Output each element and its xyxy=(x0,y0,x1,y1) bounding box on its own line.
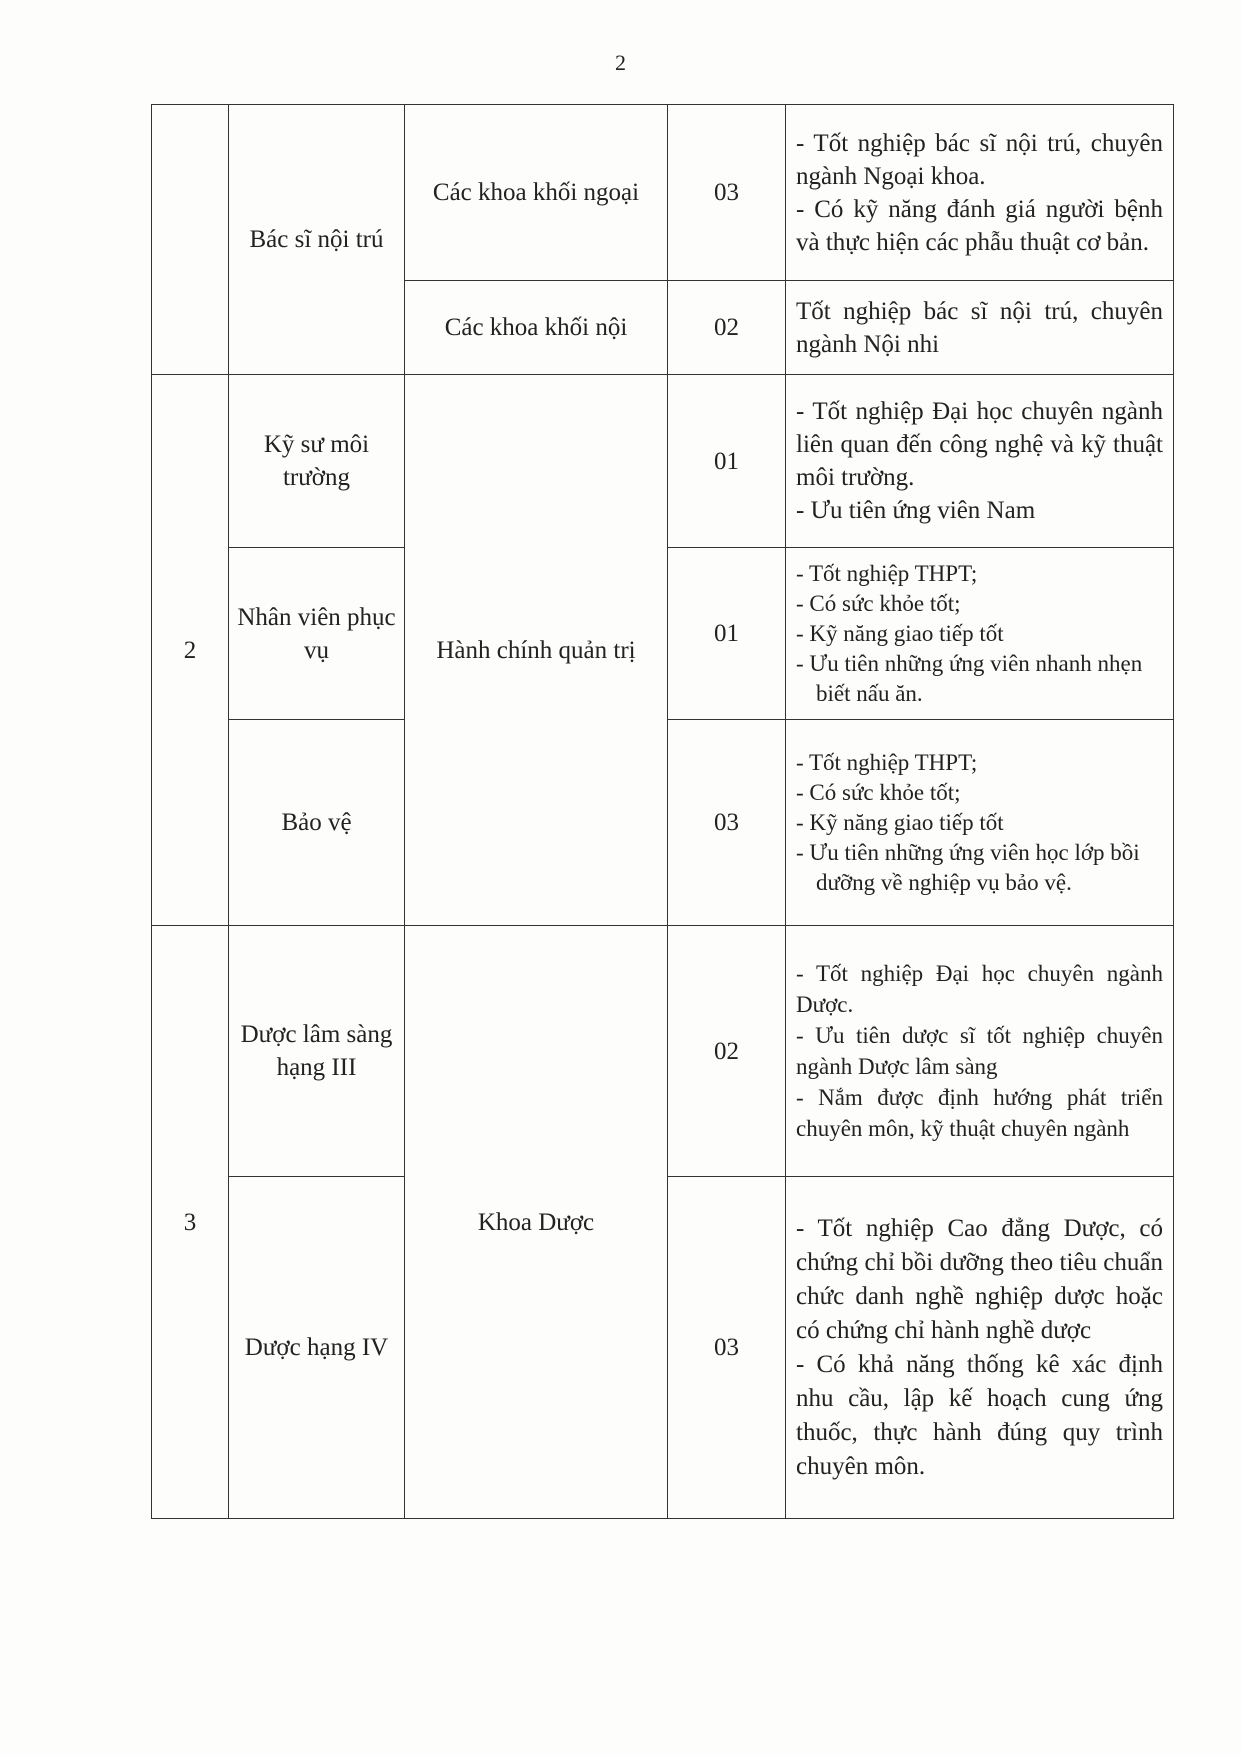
quantity-cell: 01 xyxy=(668,548,786,720)
table-row xyxy=(152,926,1174,1177)
department-cell: Khoa Dược xyxy=(405,926,668,1519)
requirement-line: - Ưu tiên dược sĩ tốt nghiệp chuyên ngành Dược lâm sàng xyxy=(796,1023,1163,1079)
position-cell: Nhân viên phục vụ xyxy=(229,548,405,720)
position-cell: Bác sĩ nội trú xyxy=(229,105,405,375)
quantity-cell: 03 xyxy=(668,720,786,926)
stt-cell: 3 xyxy=(152,926,229,1519)
quantity-cell: 02 xyxy=(668,281,786,375)
table-row xyxy=(152,375,1174,548)
requirements-cell xyxy=(786,1177,1174,1519)
requirement-line: - Có sức khỏe tốt; xyxy=(796,590,961,616)
table-row xyxy=(152,105,1174,281)
position-cell: Bảo vệ xyxy=(229,720,405,926)
requirement-line: - Có kỹ năng đánh giá người bệnh và thực hiện các phẫu thuật cơ bản. xyxy=(796,195,1163,256)
requirement-line: - Tốt nghiệp Cao đẳng Dược, có chứng chỉ bồi dưỡng theo tiêu chuẩn chức danh nghề nghiệp dược hoặc có chứng chỉ hành nghề dược xyxy=(796,1214,1163,1344)
requirements-cell xyxy=(786,105,1174,281)
requirements-cell xyxy=(786,926,1174,1177)
quantity-cell: 01 xyxy=(668,375,786,548)
requirement-line: - Ưu tiên những ứng viên nhanh nhẹn biết nấu ăn. xyxy=(796,650,1143,706)
requirements-cell xyxy=(786,375,1174,548)
requirements-cell xyxy=(786,548,1174,720)
requirement-line: - Kỹ năng giao tiếp tốt xyxy=(796,620,1004,646)
requirement-line: - Có sức khỏe tốt; xyxy=(796,779,961,805)
quantity-cell: 03 xyxy=(668,105,786,281)
quantity-cell: 03 xyxy=(668,1177,786,1519)
quantity-cell: 02 xyxy=(668,926,786,1177)
requirement-line: - Ưu tiên những ứng viên học lớp bồi dưỡng về nghiệp vụ bảo vệ. xyxy=(796,839,1140,895)
requirement-line: - Tốt nghiệp bác sĩ nội trú, chuyên ngành Ngoại khoa. xyxy=(796,129,1163,190)
stt-cell xyxy=(152,105,229,375)
requirements-cell xyxy=(786,281,1174,375)
requirement-line: - Ưu tiên ứng viên Nam xyxy=(796,497,1036,524)
requirement-line: - Tốt nghiệp Đại học chuyên ngành Dược. xyxy=(796,961,1163,1017)
requirement-line: - Tốt nghiệp THPT; xyxy=(796,749,978,775)
stt-cell: 2 xyxy=(152,375,229,926)
requirement-line: - Có khả năng thống kê xác định nhu cầu, lập kế hoạch cung ứng thuốc, thực hành đúng quy trình chuyên môn. xyxy=(796,1350,1163,1480)
requirement-line: - Tốt nghiệp Đại học chuyên ngành liên quan đến công nghệ và kỹ thuật môi trường. xyxy=(796,398,1163,491)
position-cell: Dược lâm sàng hạng III xyxy=(229,926,405,1177)
department-cell: Các khoa khối ngoại xyxy=(405,105,668,281)
requirement-line: Tốt nghiệp bác sĩ nội trú, chuyên ngành Nội nhi xyxy=(796,297,1163,358)
position-cell: Kỹ sư môi trường xyxy=(229,375,405,548)
requirement-line: - Kỹ năng giao tiếp tốt xyxy=(796,809,1004,835)
requirement-line: - Nắm được định hướng phát triển chuyên môn, kỹ thuật chuyên ngành xyxy=(796,1085,1163,1141)
department-cell: Các khoa khối nội xyxy=(405,281,668,375)
department-cell: Hành chính quản trị xyxy=(405,375,668,926)
position-cell: Dược hạng IV xyxy=(229,1177,405,1519)
page-number: 2 xyxy=(615,50,626,75)
requirement-line: - Tốt nghiệp THPT; xyxy=(796,560,978,586)
recruitment-table xyxy=(151,104,1174,1519)
requirements-cell xyxy=(786,720,1174,926)
